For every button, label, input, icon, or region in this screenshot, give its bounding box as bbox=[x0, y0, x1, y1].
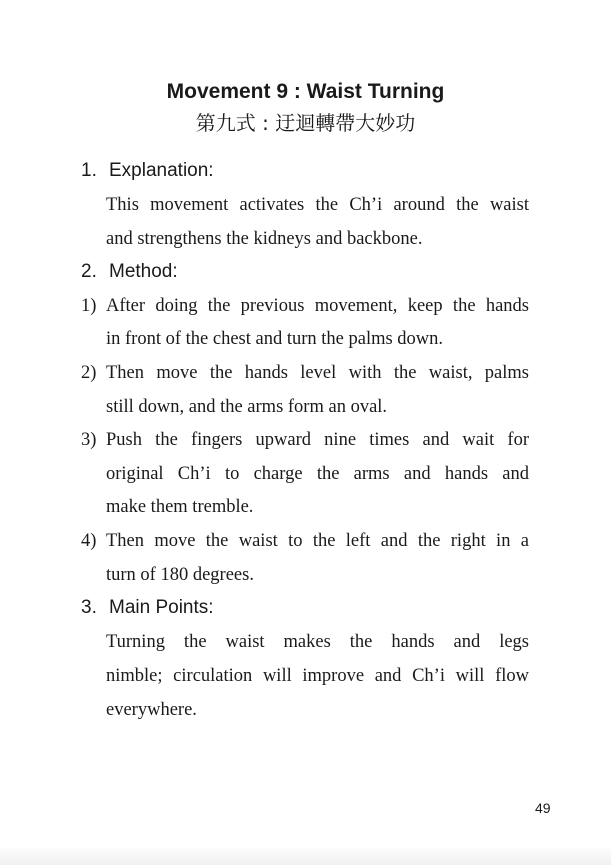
explanation-line: and strengthens the kidneys and backbone. bbox=[106, 229, 423, 249]
step-marker: 1) bbox=[81, 296, 97, 316]
section-number: 2. bbox=[81, 261, 97, 282]
section-heading-label: Main Points: bbox=[109, 597, 214, 618]
section-number: 1. bbox=[81, 160, 97, 181]
main-points-line: Turning the waist makes the hands and legs bbox=[106, 632, 529, 652]
chinese-subtitle: 第九式 : 迂迴轉帶大妙功 bbox=[195, 111, 416, 135]
step-marker: 3) bbox=[81, 430, 97, 450]
section-number: 3. bbox=[81, 597, 97, 618]
page-number: 49 bbox=[535, 800, 551, 816]
section-heading-label: Explanation: bbox=[109, 160, 214, 181]
step-line: turn of 180 degrees. bbox=[106, 565, 254, 585]
step-line: Then move the waist to the left and the right in a bbox=[106, 531, 529, 551]
page-bottom-edge bbox=[0, 846, 611, 865]
main-points-line: nimble; circulation will improve and Ch’i will flow bbox=[106, 666, 529, 686]
section-heading-label: Method: bbox=[109, 261, 178, 282]
step-line: Push the fingers upward nine times and wait for bbox=[106, 430, 529, 450]
page-title: Movement 9 : Waist Turning bbox=[166, 80, 445, 103]
step-line: After doing the previous movement, keep the hands bbox=[106, 296, 529, 316]
step-line: Then move the hands level with the waist, palms bbox=[106, 363, 529, 383]
explanation-heading bbox=[81, 158, 214, 184]
explanation-line: This movement activates the Ch’i around the waist bbox=[106, 195, 529, 215]
main-points-heading bbox=[81, 595, 214, 621]
step-line: original Ch’i to charge the arms and hands and bbox=[106, 464, 529, 484]
method-heading bbox=[81, 259, 178, 285]
step-marker: 4) bbox=[81, 531, 97, 551]
step-marker: 2) bbox=[81, 363, 97, 383]
main-points-line: everywhere. bbox=[106, 700, 197, 720]
step-line: make them tremble. bbox=[106, 497, 254, 517]
step-line: still down, and the arms form an oval. bbox=[106, 397, 388, 417]
step-line: in front of the chest and turn the palms down. bbox=[106, 329, 444, 349]
